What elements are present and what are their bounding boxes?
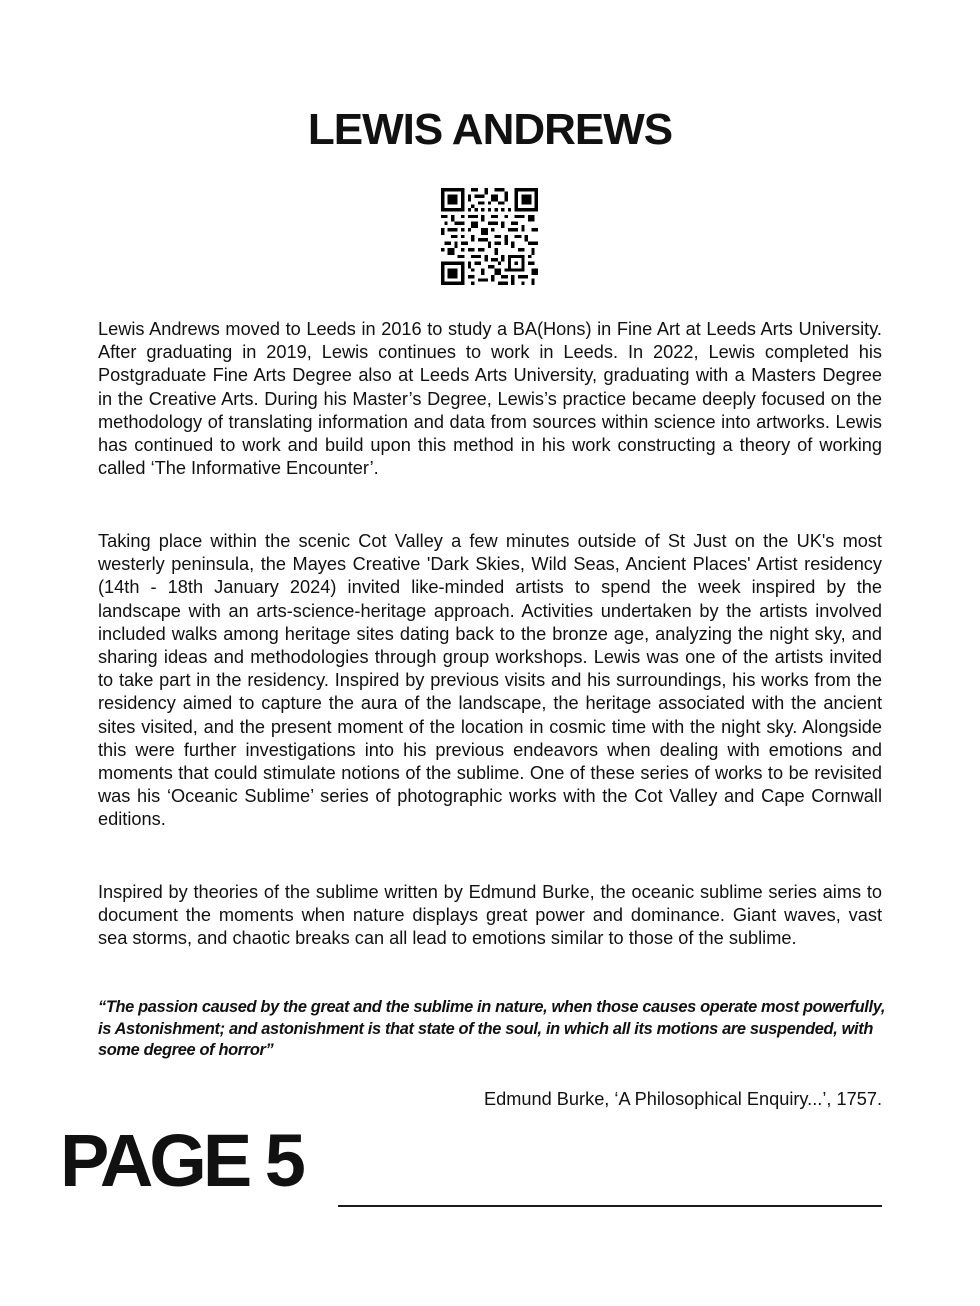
qr-code-icon[interactable] [441, 188, 538, 285]
page-number: PAGE 5 [60, 1119, 302, 1202]
oceanic-sublime-paragraph: Inspired by theories of the sublime written by Edmund Burke, the oceanic sublime series aims to document the moments when nature displays great power and dominance. Giant waves, vast sea storms, and chaotic breaks can all lead to emotions similar to those of the sublime. [98, 882, 882, 949]
burke-quote: “The passion caused by the great and the sublime in nature, when those causes operate most powerfully, is Astonishment; and astonishment is that state of the soul, in which all its motions are suspended, with some degree of horror” [98, 998, 886, 1059]
page-title: LEWIS ANDREWS [307, 105, 673, 154]
footer-divider [338, 1205, 882, 1207]
bio-paragraph: Lewis Andrews moved to Leeds in 2016 to study a BA(Hons) in Fine Art at Leeds Arts University. After graduating in 2019, Lewis continues to work in Leeds. In 2022, Lewis completed his Postgraduate Fine Arts Degree also at Leeds Arts University, graduating with a Masters Degree in the Creative Arts. During his Master’s Degree, Lewis’s practice became deeply focused on the methodology of translating information and data from sources within science into artworks. Lewis has continued to work and build upon this method in his work constructing a theory of working called ‘The Informative Encounter’. [98, 319, 882, 479]
quote-citation: Edmund Burke, ‘A Philosophical Enquiry...’, 1757. [484, 1089, 882, 1109]
residency-paragraph: Taking place within the scenic Cot Valley a few minutes outside of St Just on the UK's most westerly peninsula, the Mayes Creative 'Dark Skies, Wild Seas, Ancient Places' Artist residency (14th - 18th January 2024) invited like-minded artists to spend the week inspired by the landscape with an arts-science-heritage approach. Activities undertaken by the artists involved included walks among heritage sites dating back to the bronze age, analyzing the night sky, and sharing ideas and methodologies through group workshops. Lewis was one of the artists invited to take part in the residency. Inspired by previous visits and his surroundings, his works from the residency aimed to capture the aura of the landscape, the heritage associated with the ancient sites visited, and the present moment of the location in cosmic time with the night sky. Alongside this were further investigations into his previous endeavors when dealing with emotions and moments that could stimulate notions of the sublime. One of these series of works to be revisited was his ‘Oceanic Sublime’ series of photographic works with the Cot Valley and Cape Cornwall editions. [98, 531, 882, 830]
